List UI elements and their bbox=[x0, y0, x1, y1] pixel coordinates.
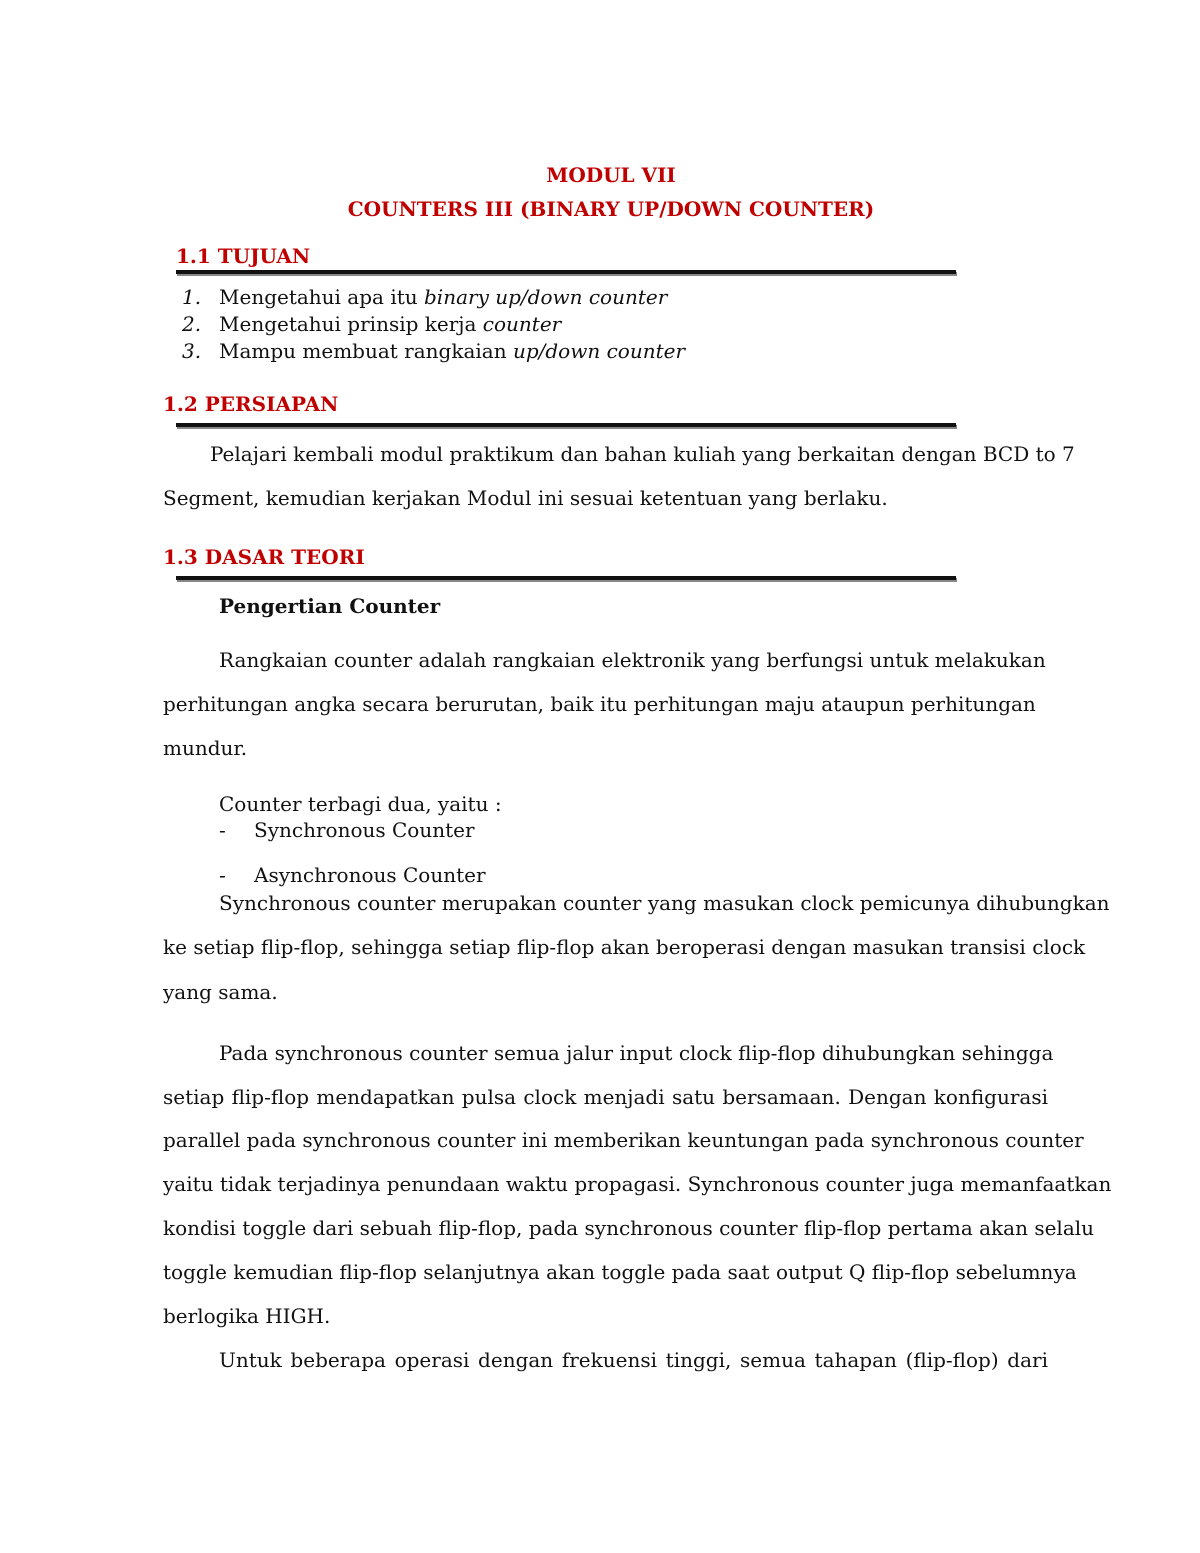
list-item: Asynchronous Counter bbox=[254, 863, 486, 887]
paragraph-line: Pada synchronous counter semua jalur input clock flip-flop dihubungkan sehingga bbox=[219, 1041, 1054, 1065]
list-item: Synchronous Counter bbox=[254, 818, 475, 842]
subheading-pengertian-counter: Pengertian Counter bbox=[219, 594, 441, 618]
paragraph-line: Synchronous counter merupakan counter yang masukan clock pemicunya dihubungkan bbox=[219, 891, 1110, 915]
section-heading-dasar-teori: 1.3 DASAR TEORI bbox=[163, 545, 365, 569]
paragraph-line: parallel pada synchronous counter ini memberikan keuntungan pada synchronous counter bbox=[163, 1128, 1084, 1152]
section-rule bbox=[176, 270, 956, 274]
list-text: Mengetahui apa itu bbox=[219, 285, 424, 309]
list-dash: - bbox=[219, 863, 226, 887]
list-number: 2. bbox=[182, 312, 202, 336]
paragraph-line: Untuk beberapa operasi dengan frekuensi tinggi, semua tahapan (flip-flop) dari bbox=[219, 1348, 1048, 1372]
section-rule bbox=[176, 423, 956, 427]
paragraph-line: kondisi toggle dari sebuah flip-flop, pada synchronous counter flip-flop pertama akan selalu bbox=[163, 1216, 1095, 1240]
section-heading-tujuan: 1.1 TUJUAN bbox=[176, 244, 311, 268]
list-number: 1. bbox=[182, 285, 202, 309]
paragraph-line: ke setiap flip-flop, sehingga setiap flip-flop akan beroperasi dengan masukan transisi clock bbox=[163, 935, 1086, 959]
paragraph-line: yang sama. bbox=[163, 980, 278, 1004]
list-number: 3. bbox=[182, 339, 202, 363]
paragraph-line: perhitungan angka secara berurutan, baik itu perhitungan maju ataupun perhitungan bbox=[163, 692, 1036, 716]
paragraph-line: mundur. bbox=[163, 736, 248, 760]
module-subtitle: COUNTERS III (BINARY UP/DOWN COUNTER) bbox=[347, 197, 875, 221]
paragraph-line: setiap flip-flop mendapatkan pulsa clock menjadi satu bersamaan. Dengan konfigurasi bbox=[163, 1085, 1048, 1109]
module-title: MODUL VII bbox=[546, 163, 676, 187]
list-text: Mengetahui prinsip kerja bbox=[219, 312, 483, 336]
paragraph-line: Segment, kemudian kerjakan Modul ini sesuai ketentuan yang berlaku. bbox=[163, 486, 888, 510]
section-heading-persiapan: 1.2 PERSIAPAN bbox=[163, 392, 339, 416]
paragraph-line: Rangkaian counter adalah rangkaian elektronik yang berfungsi untuk melakukan bbox=[219, 648, 1046, 672]
paragraph-line: Pelajari kembali modul praktikum dan bahan kuliah yang berkaitan dengan BCD to 7 bbox=[210, 442, 1075, 466]
paragraph-line: berlogika HIGH. bbox=[163, 1304, 331, 1328]
paragraph-line: toggle kemudian flip-flop selanjutnya akan toggle pada saat output Q flip-flop sebelumnya bbox=[163, 1260, 1077, 1284]
section-rule bbox=[176, 576, 956, 580]
list-emphasis: counter bbox=[482, 312, 562, 336]
list-emphasis: binary up/down counter bbox=[424, 285, 668, 309]
list-text: Mampu membuat rangkaian bbox=[219, 339, 513, 363]
paragraph-line: yaitu tidak terjadinya penundaan waktu propagasi. Synchronous counter juga memanfaatkan bbox=[163, 1172, 1112, 1196]
list-emphasis: up/down counter bbox=[512, 339, 686, 363]
list-dash: - bbox=[219, 818, 226, 842]
types-intro: Counter terbagi dua, yaitu : bbox=[219, 792, 502, 816]
